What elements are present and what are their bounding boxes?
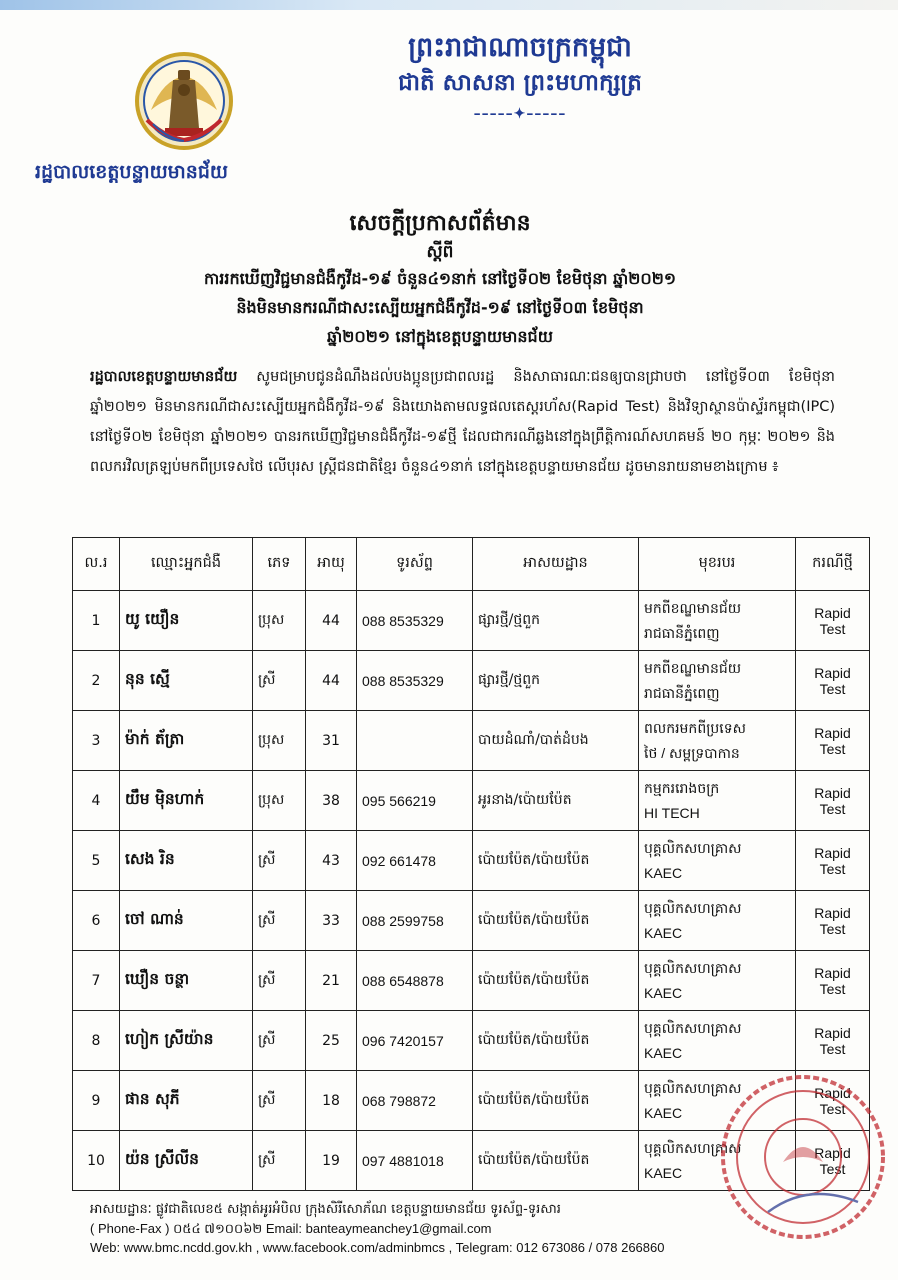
cell-no: 7 xyxy=(73,951,120,1011)
cell-new-case: Rapid Test xyxy=(796,711,870,771)
cell-phone: 068 798872 xyxy=(357,1071,473,1131)
cell-phone: 088 8535329 xyxy=(357,591,473,651)
cell-name: ចៅ ណាន់ xyxy=(120,891,253,951)
occupation-line-1: បុគ្គលិកសហគ្រាស xyxy=(644,900,742,917)
cell-new-case: Rapid Test xyxy=(796,1131,870,1191)
kingdom-header xyxy=(300,30,740,124)
announcement-body xyxy=(90,362,835,482)
cell-age: 25 xyxy=(306,1011,357,1071)
col-header-sex: ភេទ xyxy=(253,538,306,591)
official-red-stamp xyxy=(708,1062,898,1252)
cell-address: ប៉ោយប៉ែត/ប៉ោយប៉ែត xyxy=(473,1011,639,1071)
cell-occupation xyxy=(639,831,796,891)
cell-name: ម៉ាក់ ត័ត្រា xyxy=(120,711,253,771)
cell-address: ផ្សារថ្មី/ថ្មពួក xyxy=(473,651,639,711)
cell-sex: ស្រី xyxy=(253,651,306,711)
cell-address: ប៉ោយប៉ែត/ប៉ោយប៉ែត xyxy=(473,891,639,951)
table-header-row xyxy=(73,538,870,591)
occupation-line-2: KAEC xyxy=(644,924,683,941)
table-row xyxy=(73,711,870,771)
cell-new-case: Rapid Test xyxy=(796,1011,870,1071)
subject-line-3: ឆ្នាំ២០២១ នៅក្នុងខេត្តបន្ទាយមានជ័យ xyxy=(327,327,553,346)
cell-sex: ស្រី xyxy=(253,1131,306,1191)
subject-line-1: ការរកឃើញវិជ្ជមានជំងឺកូវីដ-១៩ ចំនួន៤១នាក់ នៅថ្ងៃទី០២ ខែមិថុនា ឆ្នាំ២០២១ xyxy=(204,269,676,288)
col-header-name: ឈ្មោះអ្នកជំងឺ xyxy=(120,538,253,591)
cell-no: 8 xyxy=(73,1011,120,1071)
occupation-line-2: រាជធានីភ្នំពេញ xyxy=(644,684,720,701)
body-text: សូមជម្រាបជូនដំណឹងដល់បងប្អូនប្រជាពលរដ្ឋ និងសាធារណៈជនឲ្យបានជ្រាបថា នៅថ្ងៃទី០៣ ខែមិថុនា ឆ្នាំ២០២១ មិនមានករណីជាសះស្បើយអ្នកជំងឺកូវីដ-១៩ និងយោងតាមលទ្ធផលតេស្តរហ័ស(Rapid Test) និងវិទ្យាស្ថានប៉ាស្ទ័រកម្ពុជា(IPC) នៅថ្ងៃទី០២ ខែមិថុនា ឆ្នាំ២០២១ បានរកឃើញវិជ្ជមានជំងឺកូវីដ-១៩ថ្មី ដែលជាករណីឆ្លងនៅក្នុងព្រឹត្តិការណ៍សហគមន៍ ២០ កុម្ភៈ ២០២១ និងពលករវិលត្រឡប់មកពីប្រទេសថៃ លើបុរស ស្ត្រីជនជាតិខ្មែរ ចំនួន៤១នាក់ នៅក្នុងខេត្តបន្ទាយមានជ័យ ដូចមានរាយនាមខាងក្រោម ៖ xyxy=(90,369,835,475)
col-header-new-case: ករណីថ្មី xyxy=(796,538,870,591)
cell-address: បាយដំណាំ/បាត់ដំបង xyxy=(473,711,639,771)
occupation-line-1: មកពីខណ្ឌមានជ័យ xyxy=(644,660,742,677)
cell-address: ប៉ោយប៉ែត/ប៉ោយប៉ែត xyxy=(473,1131,639,1191)
cell-phone: 097 4881018 xyxy=(357,1131,473,1191)
occupation-line-2: KAEC xyxy=(644,984,683,1001)
cell-age: 33 xyxy=(306,891,357,951)
cell-no: 10 xyxy=(73,1131,120,1191)
cell-no: 6 xyxy=(73,891,120,951)
cell-new-case: Rapid Test xyxy=(796,951,870,1011)
body-lead: រដ្ឋបាលខេត្តបន្ទាយមានជ័យ xyxy=(90,369,238,385)
cell-no: 3 xyxy=(73,711,120,771)
cell-phone: 095 566219 xyxy=(357,771,473,831)
cell-name: ផាន សុភី xyxy=(120,1071,253,1131)
occupation-line-2: រាជធានីភ្នំពេញ xyxy=(644,624,720,641)
cell-new-case: Rapid Test xyxy=(796,771,870,831)
document-title-block xyxy=(60,208,820,351)
subject-line-2: និងមិនមានករណីជាសះស្បើយអ្នកជំងឺកូវីដ-១៩ នៅថ្ងៃទី០៣ ខែមិថុនា xyxy=(236,298,644,317)
footer-contact: ( Phone-Fax ) ០៥៤ ៧១០០៦២ Email: banteaymeanchey1@gmail.com xyxy=(90,1221,492,1236)
occupation-line-1: បុគ្គលិកសហគ្រាស xyxy=(644,840,742,857)
occupation-line-2: HI TECH xyxy=(644,804,700,821)
cell-sex: ស្រី xyxy=(253,951,306,1011)
occupation-line-2: KAEC xyxy=(644,1164,683,1181)
cell-age: 44 xyxy=(306,591,357,651)
cell-phone: 088 8535329 xyxy=(357,651,473,711)
footer-address: អាសយដ្ឋានៈ ផ្លូវជាតិលេខ៥ សង្កាត់អូរអំបិល ក្រុងសិរីសោភ័ណ ខេត្តបន្ទាយមានជ័យ ទូរស័ព្ទ-ទូរសារ xyxy=(90,1202,561,1217)
footer-web: Web: www.bmc.ncdd.gov.kh , www.facebook.com/adminbmcs , Telegram: 012 673086 / 078 266860 xyxy=(90,1240,665,1255)
occupation-line-2: ថៃ / សម្ពទ្របាកាន xyxy=(644,744,740,761)
cell-name: សេង រិន xyxy=(120,831,253,891)
cell-age: 31 xyxy=(306,711,357,771)
cell-address: ប៉ោយប៉ែត/ប៉ោយប៉ែត xyxy=(473,951,639,1011)
occupation-line-1: បុគ្គលិកសហគ្រាស xyxy=(644,1140,742,1157)
cell-occupation xyxy=(639,711,796,771)
occupation-line-1: បុគ្គលិកសហគ្រាស xyxy=(644,1080,742,1097)
cell-age: 18 xyxy=(306,1071,357,1131)
cell-sex: ប្រុស xyxy=(253,711,306,771)
cell-occupation xyxy=(639,591,796,651)
cell-name: ហៀក ស្រីយ៉ាន xyxy=(120,1011,253,1071)
table-row xyxy=(73,651,870,711)
cell-sex: ស្រី xyxy=(253,1011,306,1071)
document-about: ស្តីពី xyxy=(426,242,454,262)
cell-no: 5 xyxy=(73,831,120,891)
cell-sex: ស្រី xyxy=(253,831,306,891)
cell-address: អូរនាង/ប៉ោយប៉ែត xyxy=(473,771,639,831)
cell-age: 21 xyxy=(306,951,357,1011)
cell-age: 44 xyxy=(306,651,357,711)
table-row xyxy=(73,771,870,831)
cell-phone xyxy=(357,711,473,771)
cell-occupation xyxy=(639,891,796,951)
document-title: សេចក្តីប្រកាសព័ត៌មាន xyxy=(349,211,531,236)
table-row xyxy=(73,891,870,951)
cell-sex: ស្រី xyxy=(253,891,306,951)
cell-phone: 092 661478 xyxy=(357,831,473,891)
cell-no: 4 xyxy=(73,771,120,831)
occupation-line-2: KAEC xyxy=(644,1104,683,1121)
cell-new-case: Rapid Test xyxy=(796,891,870,951)
cell-new-case: Rapid Test xyxy=(796,1071,870,1131)
cell-phone: 096 7420157 xyxy=(357,1011,473,1071)
cell-new-case: Rapid Test xyxy=(796,591,870,651)
cell-address: ប៉ោយប៉ែត/ប៉ោយប៉ែត xyxy=(473,831,639,891)
cell-occupation xyxy=(639,771,796,831)
occupation-line-2: KAEC xyxy=(644,864,683,881)
col-header-age: អាយុ xyxy=(306,538,357,591)
cell-address: ផ្សារថ្មី/ថ្មពួក xyxy=(473,591,639,651)
cell-phone: 088 2599758 xyxy=(357,891,473,951)
occupation-line-2: KAEC xyxy=(644,1044,683,1061)
cell-age: 38 xyxy=(306,771,357,831)
cell-occupation xyxy=(639,651,796,711)
table-row xyxy=(73,951,870,1011)
occupation-line-1: មកពីខណ្ឌមានជ័យ xyxy=(644,600,742,617)
col-header-address: អាសយដ្ឋាន xyxy=(473,538,639,591)
col-header-occupation: មុខរបរ xyxy=(639,538,796,591)
cell-new-case: Rapid Test xyxy=(796,831,870,891)
cell-no: 1 xyxy=(73,591,120,651)
table-row xyxy=(73,591,870,651)
cell-no: 2 xyxy=(73,651,120,711)
cell-name: យ៉ន ស្រីលីន xyxy=(120,1131,253,1191)
cell-sex: ប្រុស xyxy=(253,771,306,831)
cell-age: 43 xyxy=(306,831,357,891)
cell-address: ប៉ោយប៉ែត/ប៉ោយប៉ែត xyxy=(473,1071,639,1131)
occupation-line-1: កម្មកររោងចក្រ xyxy=(644,780,720,797)
cell-new-case: Rapid Test xyxy=(796,651,870,711)
cell-name: យូ យឿន xyxy=(120,591,253,651)
cell-sex: ស្រី xyxy=(253,1071,306,1131)
cell-name: នុន ស្មើ xyxy=(120,651,253,711)
ornament-divider: –––––✦––––– xyxy=(473,106,567,122)
occupation-line-1: បុគ្គលិកសហគ្រាស xyxy=(644,1020,742,1037)
issuing-administration: រដ្ឋបាលខេត្តបន្ទាយមានជ័យ xyxy=(35,161,228,183)
col-header-no: ល.រ xyxy=(73,538,120,591)
cell-phone: 088 6548878 xyxy=(357,951,473,1011)
cell-name: យឹម ម៉ិនហាក់ xyxy=(120,771,253,831)
col-header-phone: ទូរស័ព្ទ xyxy=(357,538,473,591)
cell-age: 19 xyxy=(306,1131,357,1191)
occupation-line-1: បុគ្គលិកសហគ្រាស xyxy=(644,960,742,977)
page-top-strip xyxy=(0,0,898,10)
cell-sex: ប្រុស xyxy=(253,591,306,651)
cell-no: 9 xyxy=(73,1071,120,1131)
cell-name: ឃឿន ចន្ថា xyxy=(120,951,253,1011)
table-row xyxy=(73,831,870,891)
cell-occupation xyxy=(639,951,796,1011)
national-motto: ជាតិ សាសនា ព្រះមហាក្សត្រ xyxy=(398,69,642,96)
provincial-emblem-logo xyxy=(133,50,235,152)
occupation-line-1: ពលករមកពីប្រទេស xyxy=(644,720,746,737)
kingdom-name: ព្រះរាជាណាចក្រកម្ពុជា xyxy=(408,32,632,63)
